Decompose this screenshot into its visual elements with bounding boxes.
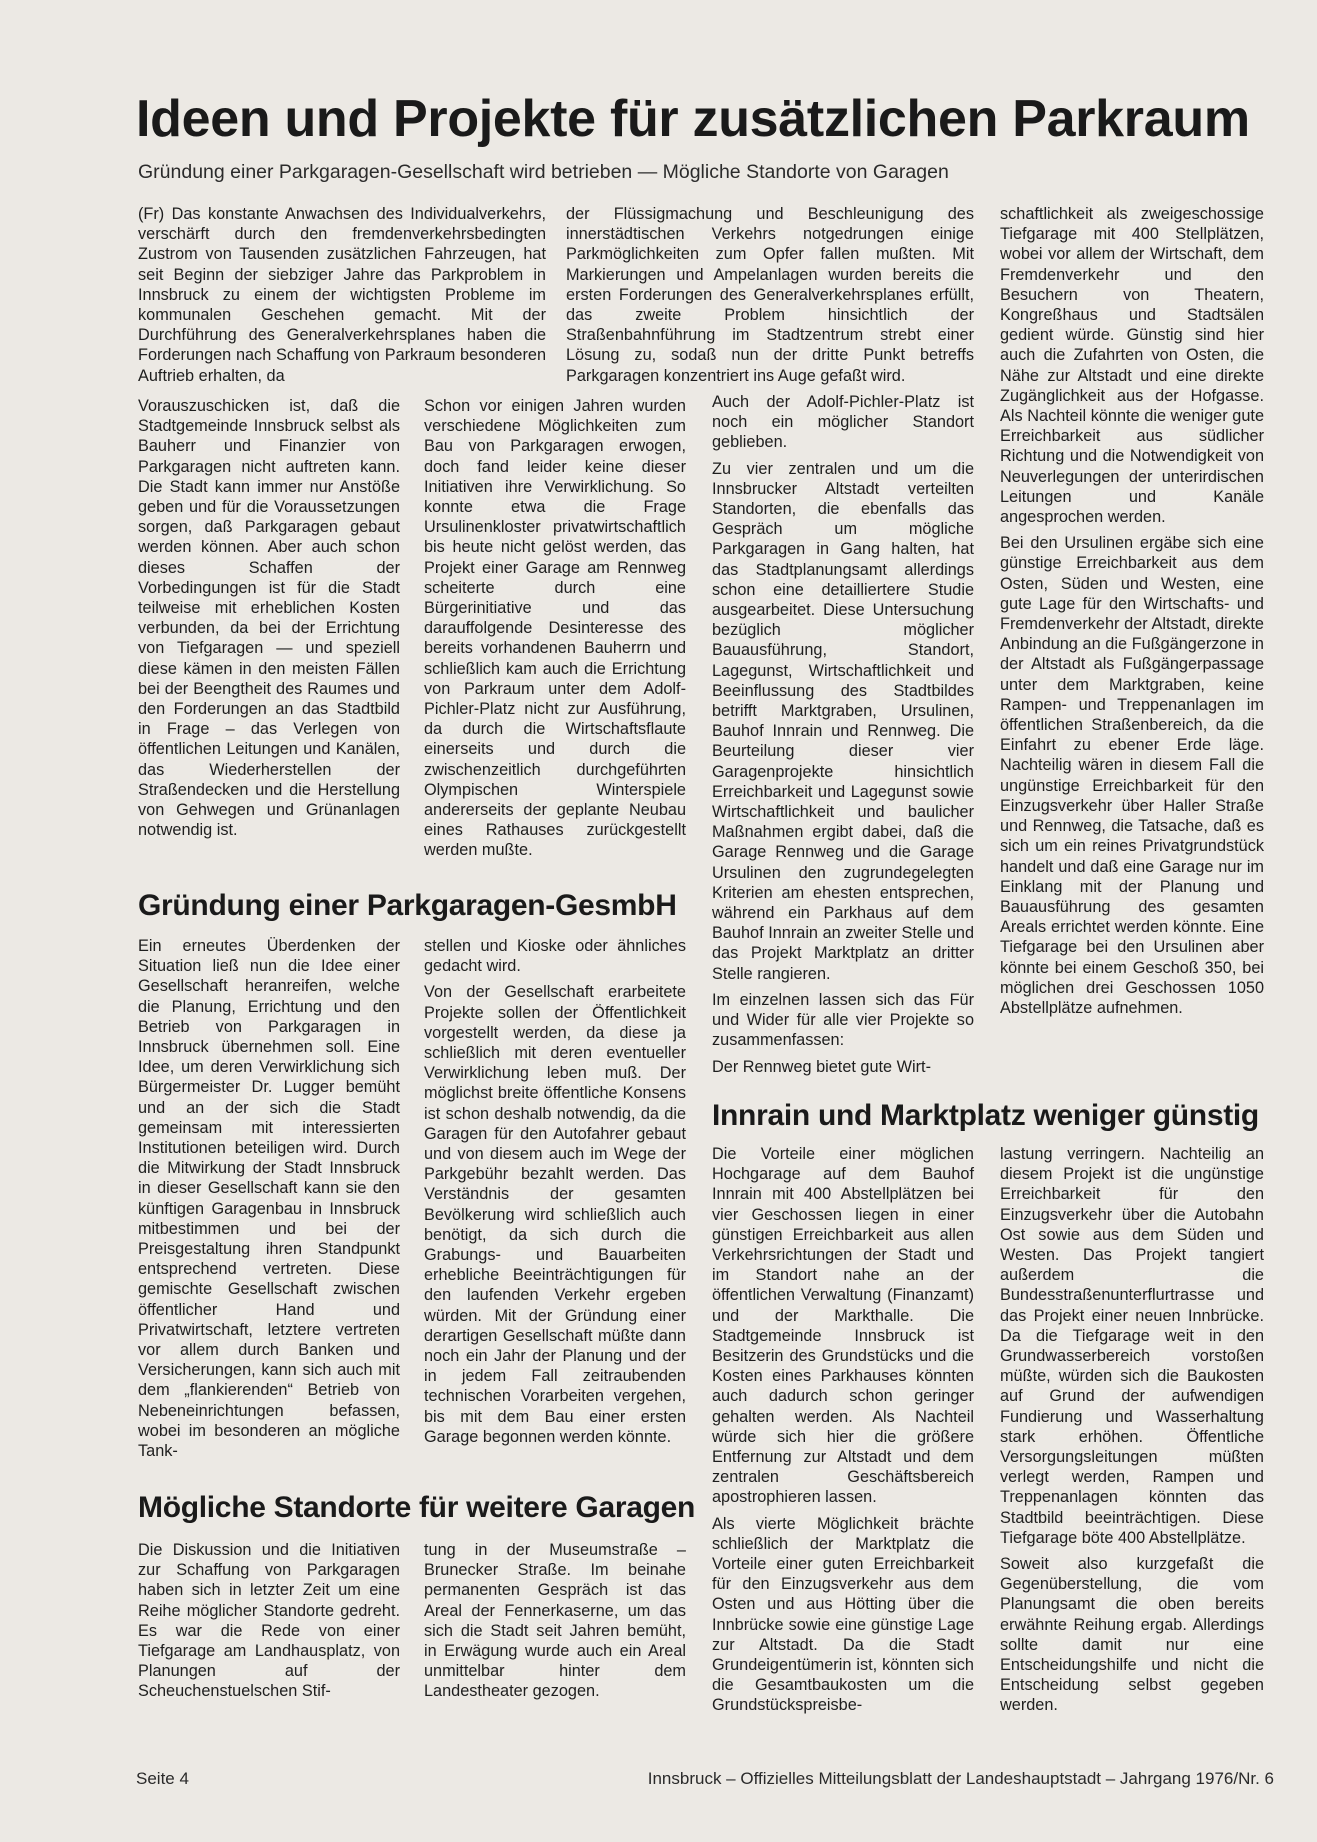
paragraph: Ein erneutes Überdenken der Situation ließ nun die Idee einer Gesellschaft heranreifen, welche die Planung, Errichtung und den Betrieb von Parkgaragen in Innsbruck übernehmen soll. Eine Idee, um deren Verwirklichung sich Bürgermeister Dr. Lugger bemüht und an der sich die Stadt gemeinsam mit interessierten Institutionen beteiligen wird. Durch die Mitwirkung der Stadt Innsbruck in dieser Gesellschaft kann sie den künftigen Garagenbau in Innsbruck mitbestimmen und bei der Preisgestaltung ihren Standpunkt entsprechend vertreten. Diese gemischte Gesellschaft zwischen öffentlicher Hand und Privatwirtschaft, letztere vertreten vor allem durch Banken und Versicherungen, kann sich auch mit dem „flankierenden“ Betrieb von Nebeneinrichtungen befassen, wobei im besonderen an mögliche Tank-: [138, 937, 400, 1461]
section-heading-parkgaragen-gesmbh: Gründung einer Parkgaragen-GesmbH: [138, 889, 677, 922]
paragraph: Die Vorteile einer möglichen Hochgarage auf dem Bauhof Innrain mit 400 Abstellplätzen bei vier Geschossen liegen in einer günstigen Erreichbarkeit aus allen Verkehrsrichtungen der Stadt und im Standort nahe an der öffentlichen Verwaltung (Finanzamt) und der Markthalle. Die Stadtgemeinde Innsbruck ist Besitzerin des Grundstücks und die Kosten eines Parkhauses könnten auch dadurch schon geringer gehalten werden. Als Nachteil würde sich hier die größere Entfernung zur Altstadt und dem zentralen Geschäftsbereich apostrophieren lassen.: [712, 1145, 974, 1507]
section3-column-2: [1000, 1144, 1264, 1716]
paragraph: Von der Gesellschaft erarbeitete Projekte sollen der Öffentlichkeit vorgestellt werden, da diese ja schließlich mit deren eventueller Verwirklichung leben muß. Der möglichst breite öffentliche Konsens ist schon deshalb notwendig, da die Garagen für den Autofahrer gebaut und von diesem auch im Wege der Parkgebühr bezahlt werden. Das Verständnis der gesamten Bevölkerung wird schließlich auch benötigt, da sich durch die Grabungs- und Bauarbeiten erhebliche Beeinträchtigungen für den laufenden Verkehr ergeben würden. Mit der Gründung einer derartigen Gesellschaft müßte dann noch ein Jahr der Planung und der in jedem Fall zeitraubenden technischen Vorarbeiten vergehen, bis mit dem Bau einer ersten Garage begonnen werden könnte.: [424, 983, 686, 1446]
section1-column-2: [424, 936, 686, 1447]
section1-column-1: [138, 936, 400, 1461]
paragraph: stellen und Kioske oder ähnliches gedacht wird.: [424, 937, 686, 976]
lead-paragraph: der Flüssigmachung und Beschleunigung des innerstädtischen Verkehrs notgedrungen einige Parkmöglichkeiten zum Opfer fallen mußten. Mit Markierungen und Ampelanlagen wurden bereits die ersten Forderungen des Generalverkehrsplanes erfüllt, das zweite Problem hinsichtlich der Straßenbahnführung im Stadtzentrum strebt einer Lösung zu, sodaß nun der dritte Punkt betreffs Parkgaragen konzentriert ins Auge gefaßt wird.: [566, 205, 974, 385]
paragraph: Schon vor einigen Jahren wurden verschiedene Möglichkeiten zum Bau von Parkgaragen erwogen, doch fand leider keine dieser Initiativen ihre Verwirklichung. So konnte etwa die Frage Ursulinenkloster privatwirtschaftlich bis heute nicht gelöst werden, das Projekt einer Garage am Rennweg scheiterte durch eine Bürgerinitiative und das darauffolgende Desinteresse des bereits vorhandenen Bauherrn und schließlich kam auch die Errichtung von Parkraum unter dem Adolf-Pichler-Platz nicht zur Ausführung, da durch die Wirtschaftsflaute einerseits und durch die zwischenzeitlich durchgeführten Olympischen Winterspiele andererseits der geplante Neubau eines Rathauses zurückgestellt werden mußte.: [424, 397, 686, 860]
subheadline: Gründung einer Parkgaragen-Gesellschaft wird betrieben — Mögliche Standorte von Garagen: [138, 161, 949, 183]
page-title: Ideen und Projekte für zusätzlichen Parkraum: [136, 90, 1250, 148]
body-column-4: [1000, 204, 1264, 1018]
paragraph: Vorauszuschicken ist, daß die Stadtgemeinde Innsbruck selbst als Bauherr und Finanzier von Parkgaragen nicht auftreten kann. Die Stadt kann immer nur Anstöße geben und für die Voraussetzungen sorgen, daß Parkgaragen gebaut werden können. Aber auch schon dieses Schaffen der Vorbedingungen ist für die Stadt teilweise mit erheblichen Kosten verbunden, da bei der Errichtung von Tiefgaragen — und speziell diese kämen in den meisten Fällen bei der Beengtheit des Raumes und den Forderungen an das Stadtbild in Frage – das Verlegen von öffentlichen Leitungen und Kanälen, das Wiederherstellen der Straßendecken und die Herstellung von Gehwegen und Grünanlagen notwendig ist.: [138, 397, 400, 840]
paragraph: schaftlichkeit als zweigeschossige Tiefgarage mit 400 Stellplätzen, wobei vor allem der Wirtschaft, dem Fremdenverkehr und den Besuchern von Theatern, Kongreßhaus und Stadtsälen gedient würde. Günstig sind hier auch die Zufahrten von Osten, die Nähe zur Altstadt und eine direkte Zugänglichkeit aus der Hofgasse. Als Nachteil könnte die weniger gute Erreichbarkeit aus südlicher Richtung und die Notwendigkeit von Neuverlegungen der unterirdischen Leitungen und Kanäle angesprochen werden.: [1000, 205, 1264, 527]
paragraph: Die Diskussion und die Initiativen zur Schaffung von Parkgaragen haben sich in letzter Zeit um eine Reihe möglicher Standorte gedreht. Es war die Rede von einer Tiefgarage am Landhausplatz, von Planungen auf der Scheuchenstuelschen Stif-: [138, 1541, 400, 1701]
paragraph: Bei den Ursulinen ergäbe sich eine günstige Erreichbarkeit aus dem Osten, Süden und Westen, eine gute Lage für den Wirtschafts- und Fremdenverkehr der Altstadt, direkte Anbindung an die Fußgängerzone in der Altstadt als Fußgängerpassage unter dem Marktgraben, keine Rampen- und Treppenanlagen im öffentlichen Straßenbereich, da die Einfahrt zu ebener Erde läge. Nachteilig wären in diesem Fall die ungünstige Erreichbarkeit für den Einzugsverkehr über Haller Straße und Rennweg, die Tatsache, daß es sich um ein reines Privatgrundstück handelt und daß eine Garage nur im Einklang mit der Planung und Bauausführung des gesamten Areals errichtet werden könnte. Eine Tiefgarage bei den Ursulinen aber könnte bei einem Geschoß 350, bei möglichen drei Geschossen 1050 Abstellplätze aufnehmen.: [1000, 534, 1264, 1017]
paragraph: Auch der Adolf-Pichler-Platz ist noch ein möglicher Standort geblieben.: [712, 393, 974, 452]
paragraph: Im einzelnen lassen sich das Für und Wider für alle vier Projekte so zusammenfassen:: [712, 990, 974, 1050]
paragraph: Zu vier zentralen und um die Innsbrucker Altstadt verteilten Standorten, die ebenfalls das Gespräch um mögliche Parkgaragen in Gang halten, hat das Stadtplanungsamt allerdings schon eine detailliertere Studie ausgearbeitet. Diese Untersuchung bezüglich möglicher Bauausführung, Standort, Lagegunst, Wirtschaftlichkeit und Beeinflussung des Stadtbildes betrifft Marktgraben, Ursulinen, Bauhof Innrain und Rennweg. Die Beurteilung dieser vier Garagenprojekte hinsichtlich Erreichbarkeit und Lagegunst sowie Wirtschaftlichkeit und baulicher Maßnahmen ergibt dabei, daß die Garage Rennweg und die Garage Ursulinen den zugrundegelegten Kriterien am ehesten entsprechen, während ein Parkhaus auf dem Bauhof Innrain an zweiter Stelle und das Projekt Marktplatz an dritter Stelle rangieren.: [712, 459, 974, 983]
body-column-3: [712, 392, 974, 1077]
section-heading-innrain-marktplatz: Innrain und Marktplatz weniger günstig: [712, 1099, 1259, 1132]
paragraph: Soweit also kurzgefaßt die Gegenüberstellung, die vom Planungsamt die oben bereits erwähnte Reihung ergab. Allerdings sollte damit nur eine Entscheidungshilfe und nicht die Entscheidung selbst gegeben werden.: [1000, 1555, 1264, 1715]
publication-line: Innsbruck – Offizielles Mitteilungsblatt der Landeshauptstadt – Jahrgang 1976/Nr. 6: [647, 1769, 1274, 1788]
lead-column-2: [566, 204, 974, 386]
section3-column-1: [712, 1144, 974, 1716]
lead-paragraph: (Fr) Das konstante Anwachsen des Individualverkehrs, verschärft durch den fremdenverkehrsbedingten Zustrom von Tausenden zusätzlichen Fahrzeugen, hat seit Beginn der siebziger Jahre das Parkproblem in Innsbruck zu einem der wichtigsten Probleme im kommunalen Geschehen gemacht. Mit der Durchführung des Generalverkehrsplanes haben die Forderungen nach Schaffung von Parkraum besonderen Auftrieb erhalten, da: [138, 205, 546, 385]
paragraph: Als vierte Möglichkeit brächte schließlich der Marktplatz die Vorteile einer guten Erreichbarkeit für den Einzugsverkehr aus dem Osten und aus Hötting über die Innbrücke sowie eine günstige Lage zur Altstadt. Da die Stadt Grundeigentümerin ist, könnten sich die Gesamtbaukosten um die Grundstückspreisbe-: [712, 1514, 974, 1715]
body-column-1: [138, 396, 400, 840]
body-column-2: [424, 396, 686, 861]
paragraph: lastung verringern. Nachteilig an diesem Projekt ist die ungünstige Erreichbarkeit für den Einzugsverkehr über die Autobahn Ost sowie aus dem Süden und Westen. Das Projekt tangiert außerdem die Bundesstraßenunterflurtrasse und das Projekt einer neuen Innbrücke. Da die Tiefgarage weit in den Grundwasserbereich vorstoßen müßte, würden sich die Baukosten auf Grund der aufwendigen Fundierung und Wasserhaltung stark erhöhen. Öffentliche Versorgungsleitungen müßten verlegt werden, Rampen und Treppenanlagen könnten das Stadtbild beeinträchtigen. Diese Tiefgarage böte 400 Abstellplätze.: [1000, 1145, 1264, 1547]
lead-column-1: [138, 204, 546, 386]
section2-column-1: [138, 1540, 400, 1702]
section2-column-2: [424, 1540, 686, 1702]
section-heading-standorte: Mögliche Standorte für weitere Garagen: [138, 1491, 696, 1524]
page-number: Seite 4: [136, 1769, 189, 1788]
paragraph: tung in der Museumstraße – Brunecker Straße. Im beinahe permanenten Gespräch ist das Areal der Fennerkaserne, um das sich die Stadt seit Jahren bemüht, in Erwägung wurde auch ein Areal unmittelbar hinter dem Landestheater gezogen.: [424, 1541, 686, 1701]
paragraph: Der Rennweg bietet gute Wirt-: [712, 1057, 931, 1076]
